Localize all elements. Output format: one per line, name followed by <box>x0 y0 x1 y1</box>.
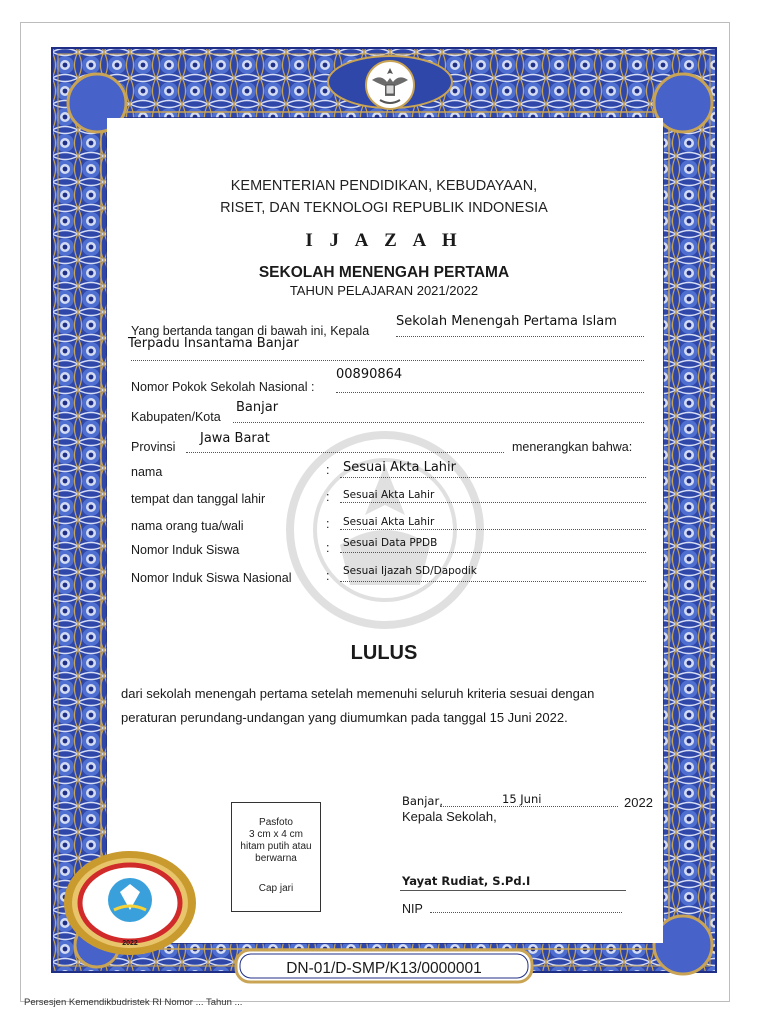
footer-regulation: Persesjen Kemendikbudristek RI Nomor ... Tahun ... <box>24 997 243 1008</box>
city-dots <box>233 422 644 423</box>
signature-year: 2022 <box>624 795 653 810</box>
garuda-emblem-icon <box>364 60 416 110</box>
nisn-label: Nomor Induk Siswa Nasional <box>131 571 292 585</box>
colon: : <box>326 569 330 583</box>
birth-label: tempat dan tanggal lahir <box>131 492 266 506</box>
photo-line-4: berwarna <box>255 853 297 864</box>
document-title: I J A Z A H <box>305 230 463 251</box>
principal-name: Yayat Rudiat, S.Pd.I <box>402 874 531 888</box>
nis-label: Nomor Induk Siswa <box>131 543 240 557</box>
signature-date: 15 Juni <box>502 792 542 806</box>
signature-place: Banjar, <box>402 794 443 808</box>
school-seal-icon <box>60 848 200 958</box>
birth-dots <box>340 502 646 503</box>
nis-value: Sesuai Data PPDB <box>343 537 438 549</box>
ministry-line-2: RISET, DAN TEKNOLOGI REPUBLIK INDONESIA <box>220 200 548 216</box>
document-number: DN-01/D-SMP/K13/0000001 <box>286 960 482 977</box>
photo-line-1: Pasfoto <box>259 817 293 828</box>
nis-dots <box>340 552 646 553</box>
province-label: Provinsi <box>131 440 176 454</box>
npsn-value: 00890864 <box>336 367 403 382</box>
city-label: Kabupaten/Kota <box>131 410 221 424</box>
statement-line-2: peraturan perundang-undangan yang diumumkan pada tanggal 15 Juni 2022. <box>121 710 568 725</box>
colon: : <box>326 517 330 531</box>
fingerprint-label: Cap jari <box>258 883 294 894</box>
photo-line-3: hitam putih atau <box>240 841 312 852</box>
school-name-line-2-dots <box>131 360 644 361</box>
student-name-value: Sesuai Akta Lahir <box>343 460 456 475</box>
school-name-line-2: Terpadu Insantama Banjar <box>128 336 299 351</box>
colon: : <box>326 463 330 477</box>
ministry-line-1: KEMENTERIAN PENDIDIKAN, KEBUDAYAAN, <box>230 178 538 194</box>
parent-label: nama orang tua/wali <box>131 519 244 533</box>
province-dots <box>186 452 504 453</box>
colon: : <box>326 490 330 504</box>
nip-label: NIP <box>402 902 423 916</box>
parent-dots <box>340 529 646 530</box>
npsn-dots <box>336 392 644 393</box>
school-level: SEKOLAH MENENGAH PERTAMA <box>258 264 510 281</box>
seal-year: 2022 <box>122 940 138 947</box>
states-label: menerangkan bahwa: <box>512 440 633 454</box>
signature-underline <box>400 890 626 891</box>
birth-value: Sesuai Akta Lahir <box>343 489 435 501</box>
student-name-label: nama <box>131 465 163 479</box>
nip-dots <box>430 912 622 913</box>
city-value: Banjar <box>236 400 279 415</box>
student-name-dots <box>340 477 646 478</box>
academic-year: TAHUN PELAJARAN 2021/2022 <box>289 283 479 298</box>
province-value: Jawa Barat <box>200 431 270 446</box>
photo-placeholder-box <box>231 802 321 912</box>
signature-date-dots <box>440 806 618 807</box>
photo-line-2: 3 cm x 4 cm <box>249 829 303 840</box>
tut-wuri-handayani-watermark-icon <box>280 425 490 635</box>
signature-role: Kepala Sekolah, <box>402 809 497 824</box>
parent-value: Sesuai Akta Lahir <box>343 516 435 528</box>
graduation-status: LULUS <box>350 642 418 664</box>
ministry-name <box>0 175 768 219</box>
school-name-line-1-dots <box>396 336 644 337</box>
nisn-dots <box>340 581 646 582</box>
intro-label: Yang bertanda tangan di bawah ini, Kepala <box>131 324 370 338</box>
school-name-line-1: Sekolah Menengah Pertama Islam <box>396 314 617 329</box>
nisn-value: Sesuai Ijazah SD/Dapodik <box>343 565 477 577</box>
npsn-label: Nomor Pokok Sekolah Nasional : <box>131 380 315 394</box>
colon: : <box>326 541 330 555</box>
statement-line-1: dari sekolah menengah pertama setelah memenuhi seluruh kriteria sesuai dengan <box>121 686 595 701</box>
